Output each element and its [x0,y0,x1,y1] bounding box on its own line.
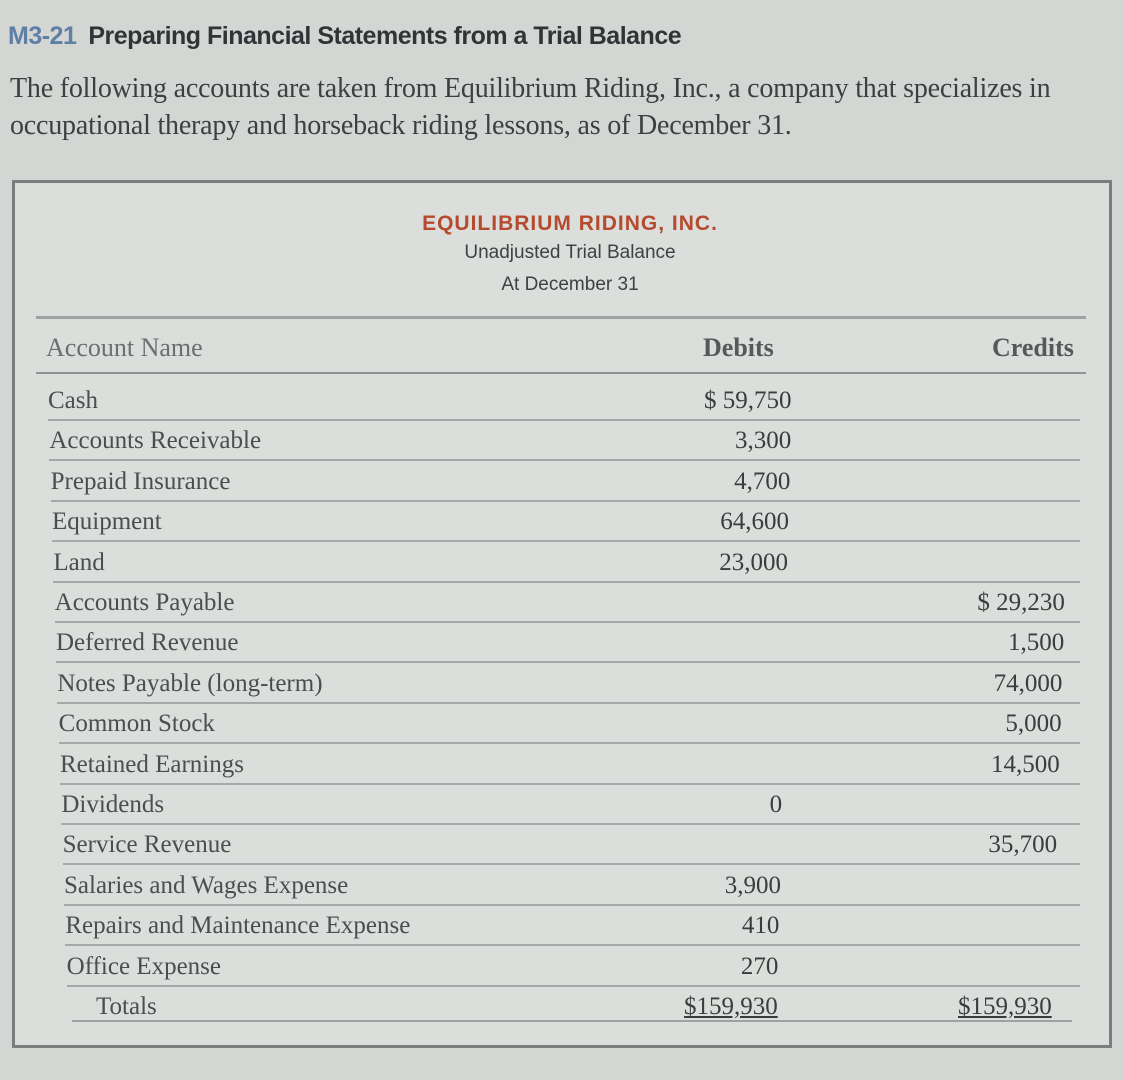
row-divider [57,702,1080,704]
credit-amount: 74,000 [993,669,1063,697]
row-divider [51,500,1080,502]
trial-balance-header [15,211,1124,301]
debit-amount: 270 [740,952,779,980]
account-name: Deferred Revenue [56,629,239,657]
exercise-title: Preparing Financial Statements from a Trial Balance [88,22,682,50]
account-name: Retained Earnings [60,750,244,778]
row-divider [59,742,1080,744]
column-header-account: Account Name [46,333,203,362]
row-divider [64,904,1080,906]
debit-amount: 3,900 [724,871,782,899]
credit-amount: $159,930 [958,993,1052,1020]
column-header-debits: Debits [703,333,774,362]
exercise-intro: The following accounts are taken from Equilibrium Riding, Inc., a company that specializes in occupational therapy and horseback riding lessons, as of December 31. [10,73,1051,141]
statement-date: At December 31 [501,274,639,295]
account-name: Accounts Payable [54,589,235,616]
totals-label: Totals [96,993,157,1020]
header-divider [36,316,1086,319]
account-name: Common Stock [58,710,215,738]
row-divider [61,823,1080,825]
credit-amount: 1,500 [1008,629,1065,657]
account-name: Office Expense [66,952,221,980]
account-name: Dividends [61,791,165,818]
account-name: Accounts Receivable [49,427,262,455]
exercise-number: M3-21 [8,22,77,50]
account-name: Equipment [52,508,162,536]
account-name: Land [53,548,105,576]
row-divider [53,581,1080,583]
exercise-heading [8,22,681,51]
account-name: Prepaid Insurance [50,467,231,495]
statement-name: Unadjusted Trial Balance [464,242,676,263]
company-name: EQUILIBRIUM RIDING, INC. [422,212,718,235]
account-name: Cash [48,387,98,414]
row-divider [49,459,1080,461]
debit-amount: 4,700 [734,467,791,495]
debit-amount: 3,300 [735,427,792,455]
row-divider [55,621,1080,623]
credit-amount: 14,500 [991,750,1060,778]
debit-amount: 0 [769,791,783,818]
row-divider [65,944,1080,946]
row-divider [63,863,1080,865]
credit-amount: 35,700 [988,831,1058,859]
credit-amount: 5,000 [1005,710,1062,738]
debit-amount: 64,600 [720,508,789,536]
credit-amount: $ 29,230 [977,589,1065,616]
account-name: Repairs and Maintenance Expense [65,912,411,940]
column-header-divider [36,372,1086,374]
debit-amount: 23,000 [719,548,788,576]
row-divider [52,540,1080,542]
debit-amount: 410 [741,912,780,940]
column-header-credits: Credits [992,333,1074,362]
table-bottom-rule [72,1020,1072,1022]
row-divider [48,419,1080,421]
debit-amount: $159,930 [684,993,778,1020]
debit-amount: $ 59,750 [704,387,792,414]
row-divider [60,783,1080,785]
account-name: Salaries and Wages Expense [64,871,349,899]
row-divider [67,985,1080,987]
account-name: Notes Payable (long-term) [57,669,323,697]
row-divider [56,661,1080,663]
account-name: Service Revenue [62,831,232,859]
